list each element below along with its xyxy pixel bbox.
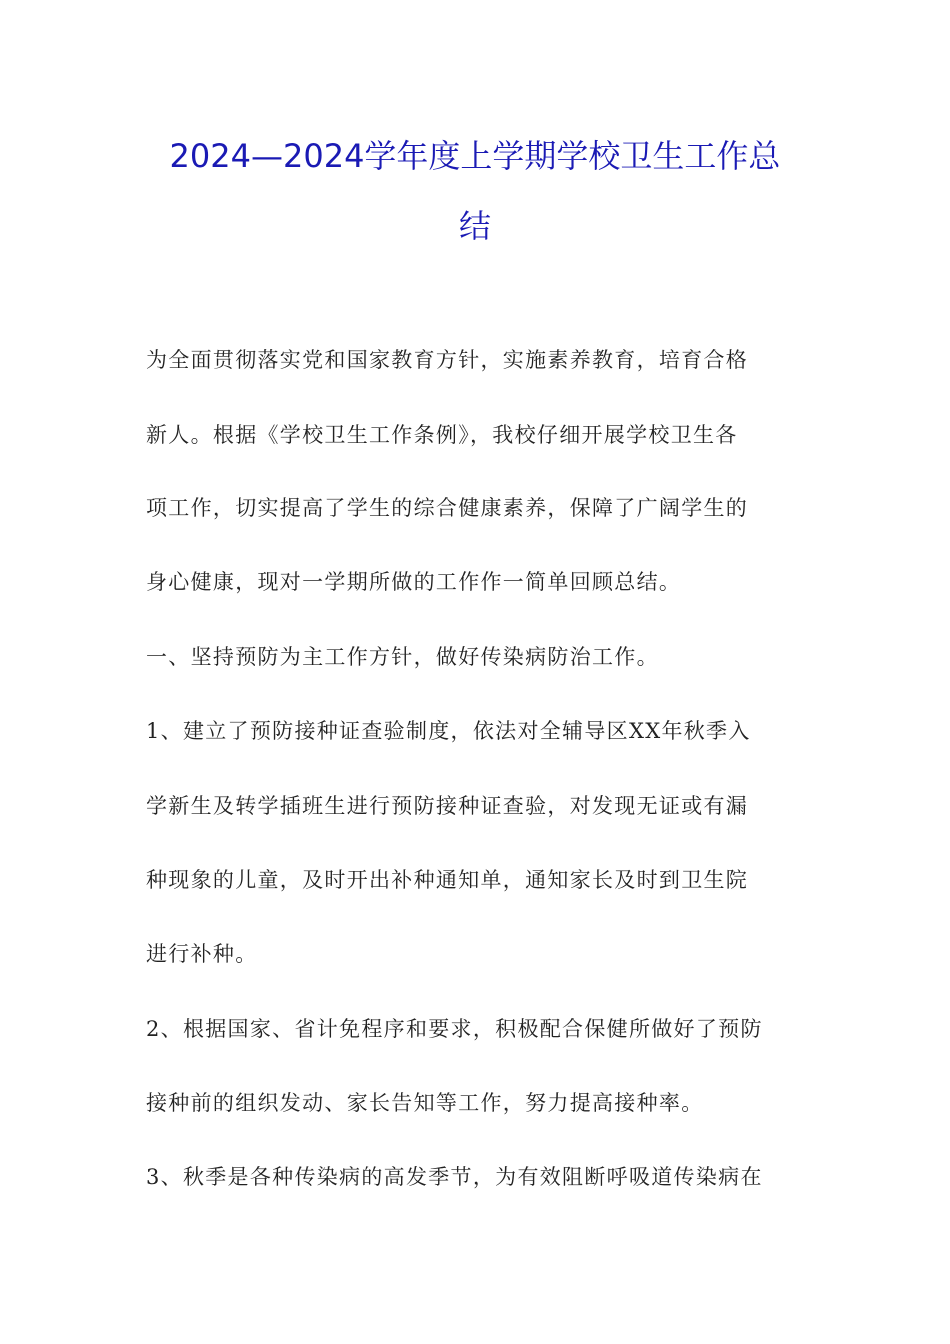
document-title-line-1: 2024—2024学年度上学期学校卫生工作总 <box>169 137 781 175</box>
body-text-line: 为全面贯彻落实党和国家教育方针，实施素养教育，培育合格 <box>146 348 749 372</box>
body-text-line: 项工作，切实提高了学生的综合健康素养，保障了广阔学生的 <box>146 496 749 520</box>
body-text-line: 1、建立了预防接种证查验制度，依法对全辅导区XX年秋季入 <box>146 719 751 743</box>
body-text-line: 种现象的儿童，及时开出补种通知单，通知家长及时到卫生院 <box>146 868 749 892</box>
body-text-line: 接种前的组织发动、家长告知等工作，努力提高接种率。 <box>146 1091 704 1115</box>
body-text-line: 新人。根据《学校卫生工作条例》，我校仔细开展学校卫生各 <box>146 423 738 447</box>
body-text-line: 3、秋季是各种传染病的高发季节，为有效阻断呼吸道传染病在 <box>146 1165 763 1189</box>
section-heading: 一、坚持预防为主工作方针，做好传染病防治工作。 <box>146 645 659 669</box>
body-text-line: 进行补种。 <box>146 942 258 966</box>
body-text-line: 2、根据国家、省计免程序和要求，积极配合保健所做好了预防 <box>146 1017 763 1041</box>
body-text-line: 身心健康，现对一学期所做的工作作一简单回顾总结。 <box>146 570 682 594</box>
document-title-line-2: 结 <box>458 207 491 245</box>
body-text-line: 学新生及转学插班生进行预防接种证查验，对发现无证或有漏 <box>146 794 749 818</box>
